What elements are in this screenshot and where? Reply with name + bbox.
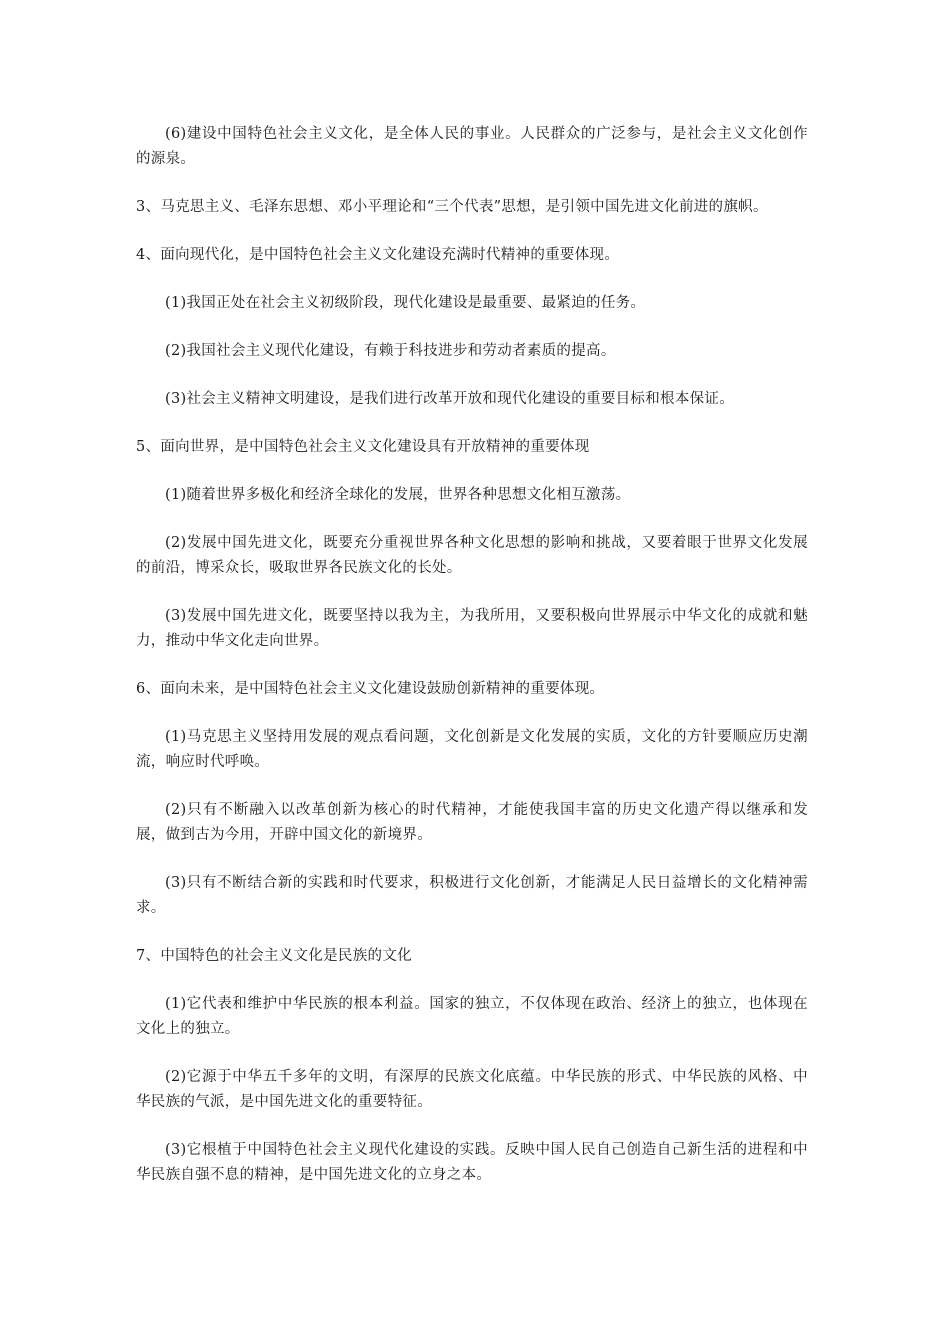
document-body [136,122,808,1211]
section-heading: 3、马克思主义、毛泽东思想、邓小平理论和“三个代表”思想，是引领中国先进文化前进的旗帜。 [136,199,768,215]
paragraph: (1)随着世界多极化和经济全球化的发展，世界各种思想文化相互激荡。 [165,487,631,503]
section-heading: 4、面向现代化，是中国特色社会主义文化建设充满时代精神的重要体现。 [136,247,620,263]
section-heading: 6、面向未来，是中国特色社会主义文化建设鼓励创新精神的重要体现。 [136,681,605,697]
paragraph: (3)社会主义精神文明建设，是我们进行改革开放和现代化建设的重要目标和根本保证。 [165,391,735,407]
paragraph: (2)发展中国先进文化，既要充分重视世界各种文化思想的影响和挑战，又要着眼于世界文化发展的前沿，博采众长，吸取世界各民族文化的长处。 [136,535,808,576]
section-heading: 5、面向世界，是中国特色社会主义文化建设具有开放精神的重要体现 [136,439,590,455]
paragraph: (3)只有不断结合新的实践和时代要求，积极进行文化创新，才能满足人民日益增长的文化精神需求。 [136,875,808,916]
paragraph: (2)它源于中华五千多年的文明，有深厚的民族文化底蕴。中华民族的形式、中华民族的风格、中华民族的气派，是中国先进文化的重要特征。 [136,1069,808,1110]
paragraph: (1)我国正处在社会主义初级阶段，现代化建设是最重要、最紧迫的任务。 [165,295,646,311]
paragraph: (6)建设中国特色社会主义文化，是全体人民的事业。人民群众的广泛参与，是社会主义文化创作的源泉。 [136,126,808,167]
paragraph: (3)发展中国先进文化，既要坚持以我为主，为我所用，又要积极向世界展示中华文化的成就和魅力，推动中华文化走向世界。 [136,608,808,649]
paragraph: (1)马克思主义坚持用发展的观点看问题，文化创新是文化发展的实质，文化的方针要顺应历史潮流，响应时代呼唤。 [136,729,808,770]
paragraph: (1)它代表和维护中华民族的根本利益。国家的独立，不仅体现在政治、经济上的独立，也体现在文化上的独立。 [136,996,808,1037]
paragraph: (2)我国社会主义现代化建设，有赖于科技进步和劳动者素质的提高。 [165,343,616,359]
paragraph: (3)它根植于中国特色社会主义现代化建设的实践。反映中国人民自己创造自己新生活的进程和中华民族自强不息的精神，是中国先进文化的立身之本。 [136,1142,808,1183]
section-heading: 7、中国特色的社会主义文化是民族的文化 [136,948,412,964]
paragraph: (2)只有不断融入以改革创新为核心的时代精神，才能使我国丰富的历史文化遗产得以继承和发展，做到古为今用，开辟中国文化的新境界。 [136,802,808,843]
